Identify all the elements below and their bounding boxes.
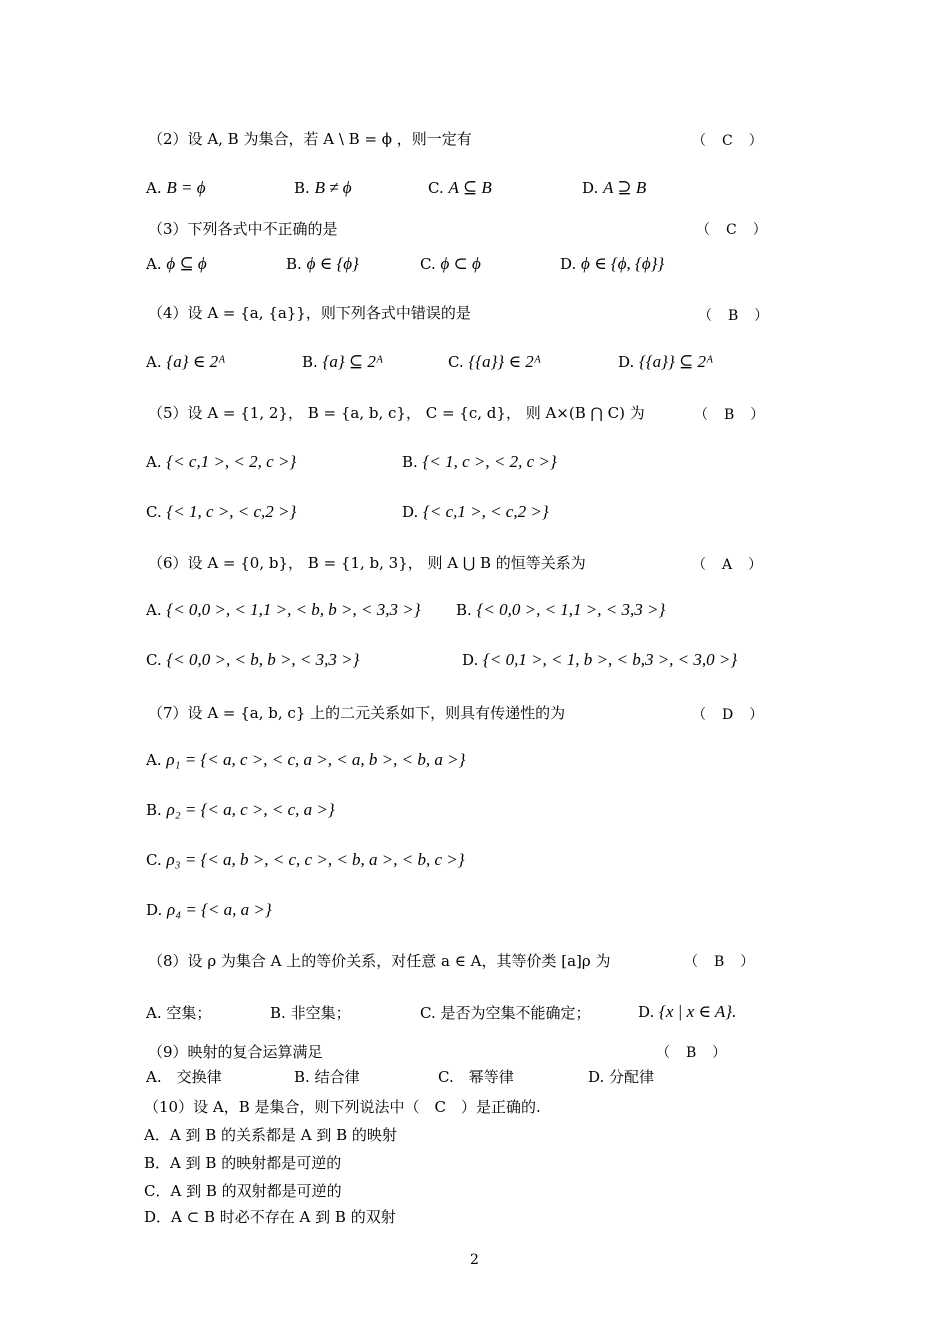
option-9c: C. 幂等律: [438, 1068, 514, 1086]
option-6a: A. {< 0,0 >, < 1,1 >, < b, b >, < 3,3 >}: [146, 600, 421, 619]
option-10a: A．A 到 B 的关系都是 A 到 B 的映射: [144, 1126, 397, 1144]
option-9a: A. 交换律: [146, 1068, 222, 1086]
option-8a: A. 空集；: [146, 1004, 212, 1022]
answer-3: （ C ）: [696, 222, 768, 238]
option-4a: A. {a} ∈ 2ᴬ: [146, 352, 226, 371]
option-8c: C. 是否为空集不能确定；: [420, 1004, 591, 1022]
question-10: （10）设 A，B 是集合，则下列说法中（ C ）是正确的.: [144, 1098, 541, 1116]
answer-7: （ D ）: [692, 707, 765, 723]
option-4c: C. {{a}} ∈ 2ᴬ: [448, 352, 541, 371]
option-2c: C. A ⊆ B: [428, 178, 492, 197]
option-2d: D. A ⊇ B: [582, 178, 647, 197]
option-6d: D. {< 0,1 >, < 1, b >, < b,3 >, < 3,0 >}: [462, 650, 738, 669]
answer-4: （ B ）: [698, 308, 770, 324]
answer-8: （ B ）: [684, 954, 756, 970]
option-10b: B．A 到 B 的映射都是可逆的: [144, 1154, 342, 1172]
option-2b: B. B ≠ ϕ: [294, 178, 352, 197]
answer-6: （ A ）: [692, 557, 764, 573]
question-7: （7）设 A = {a, b, c} 上的二元关系如下，则具有传递性的为: [148, 704, 566, 722]
question-9: （9）映射的复合运算满足: [148, 1043, 323, 1061]
option-7b: B. ρ₂ = {< a, c >, < c, a >}: [146, 800, 335, 819]
option-6b: B. {< 0,0 >, < 1,1 >, < 3,3 >}: [456, 600, 666, 619]
option-5b: B. {< 1, c >, < 2, c >}: [402, 452, 557, 471]
question-3: （3）下列各式中不正确的是: [148, 220, 338, 238]
option-3c: C. ϕ ⊂ ϕ: [420, 254, 481, 273]
option-9d: D. 分配律: [588, 1068, 655, 1086]
question-8: （8）设 ρ 为集合 A 上的等价关系，对任意 a ∈ A，其等价类 [a]ρ 为: [148, 952, 611, 970]
option-3b: B. ϕ ∈ {ϕ}: [286, 254, 359, 273]
question-4: （4）设 A = {a, {a}}，则下列各式中错误的是: [148, 304, 471, 322]
option-6c: C. {< 0,0 >, < b, b >, < 3,3 >}: [146, 650, 360, 669]
option-3d: D. ϕ ∈ {ϕ, {ϕ}}: [560, 254, 665, 273]
option-8d: D. {x | x ∈ A}.: [638, 1002, 737, 1021]
question-2: [148, 128, 472, 149]
option-8b: B. 非空集；: [270, 1004, 351, 1022]
option-10d: D．A ⊂ B 时必不存在 A 到 B 的双射: [144, 1208, 396, 1226]
question-5: （5）设 A = {1, 2}， B = {a, b, c}， C = {c, d}， 则 A×(B ⋂ C) 为: [148, 404, 645, 422]
option-4d: D. {{a}} ⊆ 2ᴬ: [618, 352, 714, 371]
option-10c: C．A 到 B 的双射都是可逆的: [144, 1182, 342, 1200]
question-6: （6）设 A = {0, b}， B = {1, b, 3}， 则 A ⋃ B 的恒等关系为: [148, 554, 586, 572]
option-5d: D. {< c,1 >, < c,2 >}: [402, 502, 549, 521]
question-text: 设 A, B 为集合，若 A \ B = ϕ ，则一定有: [187, 130, 472, 148]
answer-9: （ B ）: [656, 1045, 728, 1061]
question-number: （2）: [148, 130, 188, 148]
answer-5: （ B ）: [694, 407, 766, 423]
answer-2: （ C ）: [692, 133, 764, 149]
option-5c: C. {< 1, c >, < c,2 >}: [146, 502, 297, 521]
option-9b: B. 结合律: [294, 1068, 360, 1086]
page-number: 2: [470, 1252, 479, 1268]
option-7d: D. ρ₄ = {< a, a >}: [146, 900, 272, 919]
option-5a: A. {< c,1 >, < 2, c >}: [146, 452, 297, 471]
option-7c: C. ρ₃ = {< a, b >, < c, c >, < b, a >, < b, c >}: [146, 850, 465, 869]
option-4b: B. {a} ⊆ 2ᴬ: [302, 352, 383, 371]
option-3a: A. ϕ ⊆ ϕ: [146, 254, 207, 273]
option-7a: A. ρ₁ = {< a, c >, < c, a >, < a, b >, < b, a >}: [146, 750, 466, 769]
option-2a: A. B = ϕ: [146, 178, 206, 197]
